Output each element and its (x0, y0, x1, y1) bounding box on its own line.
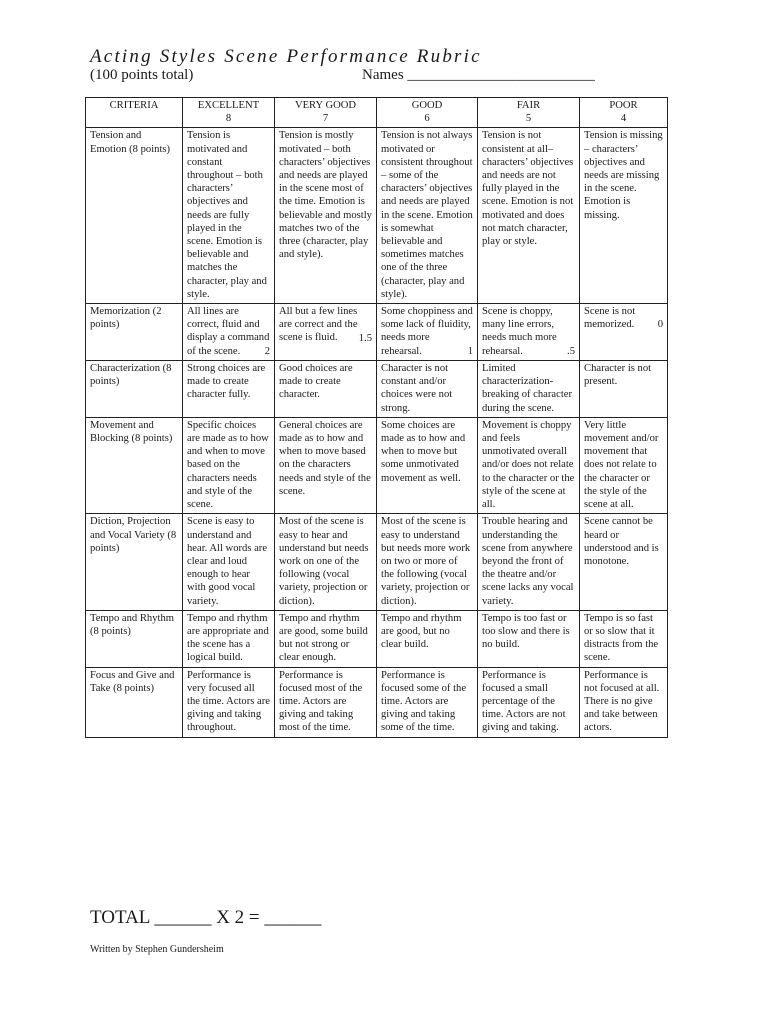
rating-description: Scene is not memorized. (584, 306, 636, 331)
rating-cell-good (377, 361, 478, 418)
header-poor (580, 98, 668, 128)
rating-description: Movement is choppy and feels unmotivated overall and/or does not relate to the character or the style of the scene at all. (482, 419, 575, 511)
rating-cell-very-good (275, 128, 377, 304)
rating-cell-fair (478, 304, 580, 361)
rating-description: Most of the scene is easy to hear and understand but needs work on one of the following (vocal variety, projection or diction). (279, 516, 369, 607)
rating-cell-good (377, 610, 478, 667)
rating-cell-very-good (275, 610, 377, 667)
rubric-body (86, 128, 668, 737)
rating-cell-excellent (183, 417, 275, 513)
criteria-cell: Tension and Emotion (8 points) (86, 128, 183, 304)
rating-description: Tension is not consistent at all– characters’ objectives and needs are not fully played in the scene. Emotion is not motivated and does not match character, play or style. (482, 130, 574, 248)
rating-cell-very-good (275, 514, 377, 610)
rating-description: All lines are correct, fluid and display a command of the scene. (187, 306, 270, 357)
points-total-note: (100 points total) (90, 67, 194, 83)
header-points: 6 (424, 113, 430, 125)
table-row (86, 417, 668, 513)
rating-description: Tempo is too fast or too slow and there is no build. (482, 612, 570, 651)
rating-description: Limited characterization- breaking of character during the scene. (482, 363, 572, 414)
rating-cell-good (377, 514, 478, 610)
rating-cell-excellent (183, 514, 275, 610)
rating-description: Strong choices are made to create character fully. (187, 363, 266, 401)
rating-description: Tension is missing – characters’ objectives and needs are missing in the scene. Emotion is missing. (584, 130, 663, 221)
rating-cell-good (377, 304, 478, 361)
rating-cell-very-good (275, 417, 377, 513)
header-label: VERY GOOD (294, 100, 357, 111)
rating-description: Tension is motivated and constant throughout – both characters’ objectives and needs are fully played in the scene. Emotion is believable and matches the character, play and style. (187, 130, 267, 300)
rating-cell-fair (478, 417, 580, 513)
rating-cell-fair (478, 361, 580, 418)
header-points: 4 (620, 113, 627, 125)
rating-cell-fair (478, 667, 580, 737)
rating-cell-fair (478, 514, 580, 610)
header-fair (478, 98, 580, 128)
rating-description: Performance is not focused at all. There is no give and take between actors. (584, 669, 660, 734)
table-row (86, 610, 668, 667)
rating-cell-poor (580, 361, 668, 418)
rating-description: Tempo and rhythm are good, some build but not strong or clear enough. (279, 612, 368, 664)
rating-description: All but a few lines are correct and the scene is fluid. (279, 306, 358, 344)
header-label: EXCELLENT (197, 100, 260, 111)
header-criteria (86, 98, 183, 128)
rating-cell-good (377, 128, 478, 304)
rating-cell-very-good (275, 667, 377, 737)
rating-cell-fair (478, 610, 580, 667)
rating-cell-excellent (183, 361, 275, 418)
rating-points: 0 (657, 319, 663, 331)
rating-description: Scene is choppy, many line errors, needs much more rehearsal. (482, 306, 557, 357)
table-row (86, 667, 668, 737)
header-points: 8 (225, 113, 232, 125)
header-label: GOOD (411, 100, 443, 111)
rating-description: Performance is very focused all the time. Actors are giving and taking throughout. (187, 669, 270, 734)
rating-description: Tempo and rhythm are good, but no clear build. (381, 612, 462, 651)
rating-cell-poor (580, 514, 668, 610)
header-very-good (275, 98, 377, 128)
rating-cell-excellent (183, 610, 275, 667)
criteria-cell: Memorization (2 points) (86, 304, 183, 361)
rating-cell-excellent (183, 128, 275, 304)
rating-description: Tension is not always motivated or consistent throughout – some of the characters’ objectives and needs are played in the scene. Emotion is somewhat believable and sometimes matches one of the three (character, play and style). (381, 130, 473, 300)
rating-description: Specific choices are made as to how and when to move based on the characters needs and style of the scene. (187, 419, 269, 511)
rating-cell-good (377, 667, 478, 737)
header-points: 5 (525, 113, 532, 125)
rating-description: Character is not present. (584, 363, 652, 388)
rating-description: Very little movement and/or movement that does not relate to the character or the style of the scene at all. (584, 419, 659, 511)
document-title: Acting Styles Scene Performance Rubric (90, 46, 482, 67)
rating-cell-poor (580, 417, 668, 513)
rating-description: Some choices are made as to how and when to move but some unmotivated movement as well. (381, 419, 466, 484)
header-row (86, 98, 668, 128)
rubric-table (85, 97, 668, 738)
rating-description: Trouble hearing and understanding the scene from anywhere beyond the front of the theatre and/or scene lacks any vocal variety. (482, 516, 574, 607)
rating-points: 1 (467, 345, 473, 357)
table-row (86, 514, 668, 610)
rating-cell-good (377, 417, 478, 513)
rating-cell-poor (580, 128, 668, 304)
rating-description: Tempo and rhythm are appropriate and the scene has a logical build. (187, 612, 269, 664)
rating-cell-poor (580, 304, 668, 361)
rating-cell-fair (478, 128, 580, 304)
rating-cell-very-good (275, 361, 377, 418)
rating-description: Performance is focused a small percentage of the time. Actors are not giving and taking. (482, 669, 566, 734)
rating-description: Most of the scene is easy to understand but needs more work on two or more of the following (vocal variety, projection or diction). (381, 516, 471, 607)
author-credit: Written by Stephen Gundersheim (90, 944, 224, 955)
rating-cell-excellent (183, 304, 275, 361)
rating-description: Tension is mostly motivated – both characters’ objectives and needs are played in the scene most of the time. Emotion is believable and mostly matches two of the three (character, play and style). (279, 130, 372, 261)
header-label: CRITERIA (109, 100, 159, 111)
criteria-cell: Diction, Projection and Vocal Variety (8 points) (86, 514, 183, 610)
rating-description: Good choices are made to create character. (279, 363, 353, 401)
rating-description: Scene is easy to understand and hear. All words are clear and loud enough to hear with good vocal variety. (187, 516, 268, 607)
rating-description: General choices are made as to how and when to move based on the characters needs and style of the scene. (279, 419, 371, 497)
header-points: 7 (322, 113, 329, 125)
rating-points: 2 (264, 345, 270, 357)
criteria-cell: Characterization (8 points) (86, 361, 183, 418)
criteria-cell: Tempo and Rhythm (8 points) (86, 610, 183, 667)
header-label: POOR (609, 100, 638, 111)
rating-description: Character is not constant and/or choices were not strong. (381, 363, 453, 414)
names-line: Names _________________________ (362, 67, 595, 83)
rating-description: Some choppiness and some lack of fluidity, needs more rehearsal. (381, 306, 473, 357)
table-row (86, 128, 668, 304)
criteria-cell: Focus and Give and Take (8 points) (86, 667, 183, 737)
rating-cell-excellent (183, 667, 275, 737)
table-row (86, 304, 668, 361)
rating-points: 1.5 (358, 332, 372, 344)
header-excellent (183, 98, 275, 128)
rating-cell-poor (580, 667, 668, 737)
rating-cell-very-good (275, 304, 377, 361)
criteria-cell: Movement and Blocking (8 points) (86, 417, 183, 513)
table-row (86, 361, 668, 418)
header-good (377, 98, 478, 128)
rating-description: Performance is focused most of the time. Actors are giving and taking most of the time. (279, 669, 363, 734)
rating-points: .5 (567, 345, 575, 357)
rating-cell-poor (580, 610, 668, 667)
total-line: TOTAL ______ X 2 = ______ (90, 907, 322, 928)
header-label: FAIR (516, 100, 541, 111)
rating-description: Performance is focused some of the time. Actors are giving and taking some of the time. (381, 669, 467, 734)
rating-description: Tempo is so fast or so slow that it distracts from the scene. (584, 612, 659, 664)
rating-description: Scene cannot be heard or understood and is monotone. (584, 516, 659, 567)
